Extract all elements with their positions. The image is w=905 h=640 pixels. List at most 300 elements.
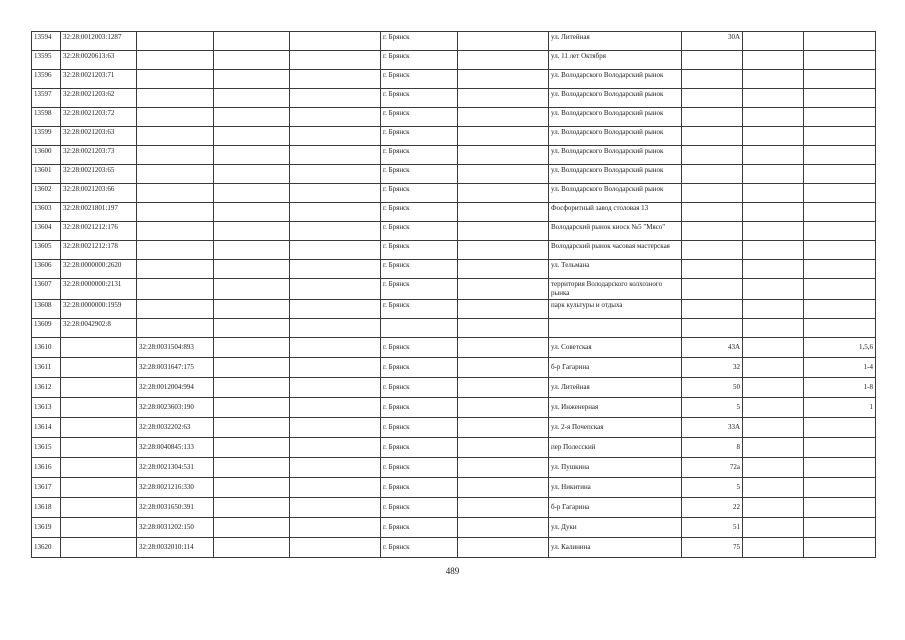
cell-address [549, 319, 682, 338]
table-row [32, 518, 876, 538]
registry-table [31, 31, 876, 558]
cell-address: ул. 11 лет Октября [549, 51, 682, 70]
table-row [32, 418, 876, 438]
cell-address: ул. Никитина [549, 478, 682, 498]
cell-city: г. Брянск [381, 538, 458, 558]
cell-empty [458, 338, 549, 358]
cell-house-number: 5 [682, 398, 743, 418]
table-row [32, 203, 876, 222]
cell-cadastral-number-secondary: 32:28:0012004:994 [137, 378, 214, 398]
cell-empty [458, 538, 549, 558]
cell-address: ул. Инженерная [549, 398, 682, 418]
cell-empty [458, 458, 549, 478]
cell-record-number: 13613 [32, 398, 61, 418]
cell-empty [290, 418, 381, 438]
cell-record-number: 13604 [32, 222, 61, 241]
table-row [32, 358, 876, 378]
cell-empty [290, 300, 381, 319]
cell-premises-number [804, 203, 876, 222]
cell-empty [214, 300, 290, 319]
cell-cadastral-number-secondary: 32:28:0031202:150 [137, 518, 214, 538]
table-row [32, 146, 876, 165]
cell-empty [290, 358, 381, 378]
cell-empty [458, 498, 549, 518]
cell-cadastral-number-secondary: 32:28:0023603:190 [137, 398, 214, 418]
cell-empty [458, 518, 549, 538]
cell-empty [458, 146, 549, 165]
cell-cadastral-number: 32:28:0012003:1287 [61, 32, 137, 51]
cell-empty [743, 241, 804, 260]
cell-record-number: 13600 [32, 146, 61, 165]
cell-record-number: 13608 [32, 300, 61, 319]
cell-empty [743, 184, 804, 203]
cell-empty [743, 498, 804, 518]
cell-empty [743, 203, 804, 222]
cell-cadastral-number-secondary: 32:28:0032010:114 [137, 538, 214, 558]
cell-cadastral-number-secondary: 32:28:0021304:531 [137, 458, 214, 478]
cell-empty [214, 458, 290, 478]
cell-city: г. Брянск [381, 70, 458, 89]
cell-cadastral-number [61, 498, 137, 518]
cell-record-number: 13614 [32, 418, 61, 438]
cell-house-number: 33А [682, 418, 743, 438]
cell-empty [290, 538, 381, 558]
cell-premises-number [804, 165, 876, 184]
cell-empty [458, 418, 549, 438]
cell-record-number: 13607 [32, 279, 61, 300]
cell-cadastral-number-secondary [137, 222, 214, 241]
cell-address: б-р Гагарина [549, 498, 682, 518]
cell-empty [743, 165, 804, 184]
table-row [32, 338, 876, 358]
table-row [32, 279, 876, 300]
cell-record-number: 13603 [32, 203, 61, 222]
table-row [32, 184, 876, 203]
cell-address: ул. Калинина [549, 538, 682, 558]
cell-empty [290, 260, 381, 279]
cell-empty [290, 378, 381, 398]
cell-empty [458, 32, 549, 51]
cell-premises-number [804, 458, 876, 478]
cell-house-number: 32 [682, 358, 743, 378]
cell-empty [458, 51, 549, 70]
cell-address: ул. Володарского Володарский рынок [549, 127, 682, 146]
cell-cadastral-number: 32:28:0042902:8 [61, 319, 137, 338]
cell-cadastral-number-secondary: 32:28:0031650:391 [137, 498, 214, 518]
cell-cadastral-number-secondary: 32:28:0032202:63 [137, 418, 214, 438]
cell-record-number: 13606 [32, 260, 61, 279]
cell-premises-number [804, 241, 876, 260]
cell-empty [458, 165, 549, 184]
cell-premises-number [804, 32, 876, 51]
table-row [32, 51, 876, 70]
cell-empty [458, 127, 549, 146]
cell-house-number [682, 70, 743, 89]
cell-empty [214, 438, 290, 458]
cell-empty [290, 438, 381, 458]
cell-cadastral-number: 32:28:0021801:197 [61, 203, 137, 222]
cell-empty [458, 398, 549, 418]
cell-city: г. Брянск [381, 89, 458, 108]
cell-cadastral-number: 32:28:0000000:2620 [61, 260, 137, 279]
cell-address: территория Володарского колхозного рынка [549, 279, 682, 300]
registry-table-body [32, 32, 876, 558]
cell-cadastral-number: 32:28:0000000:2131 [61, 279, 137, 300]
table-row [32, 319, 876, 338]
cell-empty [214, 203, 290, 222]
cell-house-number [682, 108, 743, 127]
cell-empty [214, 418, 290, 438]
cell-address: Володарский рынок киоск №5 "Мясо" [549, 222, 682, 241]
cell-house-number [682, 300, 743, 319]
cell-house-number [682, 184, 743, 203]
cell-address: Володарский рынок часовая мастерская [549, 241, 682, 260]
cell-empty [458, 222, 549, 241]
cell-house-number: 43А [682, 338, 743, 358]
cell-empty [214, 127, 290, 146]
cell-cadastral-number: 32:28:0021203:63 [61, 127, 137, 146]
cell-empty [214, 398, 290, 418]
cell-premises-number [804, 146, 876, 165]
cell-city: г. Брянск [381, 378, 458, 398]
cell-empty [290, 184, 381, 203]
cell-empty [214, 260, 290, 279]
cell-house-number: 75 [682, 538, 743, 558]
cell-address: ул. Литейная [549, 378, 682, 398]
cell-empty [458, 203, 549, 222]
cell-empty [290, 319, 381, 338]
cell-city: г. Брянск [381, 398, 458, 418]
table-row [32, 478, 876, 498]
cell-cadastral-number-secondary [137, 241, 214, 260]
cell-empty [290, 89, 381, 108]
cell-empty [458, 184, 549, 203]
cell-empty [743, 478, 804, 498]
cell-empty [743, 70, 804, 89]
cell-empty [290, 51, 381, 70]
cell-empty [458, 358, 549, 378]
cell-address: пер Полесский [549, 438, 682, 458]
cell-empty [214, 222, 290, 241]
cell-cadastral-number-secondary [137, 300, 214, 319]
cell-empty [458, 378, 549, 398]
cell-empty [290, 338, 381, 358]
cell-empty [458, 70, 549, 89]
cell-record-number: 13619 [32, 518, 61, 538]
cell-empty [743, 127, 804, 146]
cell-house-number: 22 [682, 498, 743, 518]
cell-house-number [682, 241, 743, 260]
cell-cadastral-number: 32:28:0021203:62 [61, 89, 137, 108]
cell-record-number: 13620 [32, 538, 61, 558]
cell-cadastral-number: 32:28:0021212:176 [61, 222, 137, 241]
cell-empty [290, 241, 381, 260]
cell-empty [743, 438, 804, 458]
cell-empty [290, 32, 381, 51]
table-row [32, 438, 876, 458]
cell-cadastral-number: 32:28:0020613:63 [61, 51, 137, 70]
cell-city: г. Брянск [381, 518, 458, 538]
cell-cadastral-number: 32:28:0021203:65 [61, 165, 137, 184]
cell-record-number: 13616 [32, 458, 61, 478]
cell-empty [214, 184, 290, 203]
cell-address: ул. Пушкина [549, 458, 682, 478]
cell-address: Фосфоритный завод столовая 13 [549, 203, 682, 222]
cell-record-number: 13612 [32, 378, 61, 398]
cell-cadastral-number: 32:28:0021203:73 [61, 146, 137, 165]
cell-empty [743, 108, 804, 127]
cell-record-number: 13611 [32, 358, 61, 378]
cell-empty [214, 478, 290, 498]
cell-premises-number [804, 319, 876, 338]
cell-house-number: 5 [682, 478, 743, 498]
cell-empty [214, 378, 290, 398]
cell-cadastral-number-secondary: 32:28:0031504:893 [137, 338, 214, 358]
cell-premises-number [804, 260, 876, 279]
table-row [32, 127, 876, 146]
cell-empty [290, 108, 381, 127]
cell-empty [214, 338, 290, 358]
cell-city: г. Брянск [381, 108, 458, 127]
cell-empty [743, 338, 804, 358]
table-row [32, 378, 876, 398]
cell-record-number: 13602 [32, 184, 61, 203]
table-row [32, 260, 876, 279]
cell-premises-number [804, 279, 876, 300]
cell-empty [290, 279, 381, 300]
cell-empty [458, 279, 549, 300]
cell-cadastral-number-secondary [137, 32, 214, 51]
cell-city: г. Брянск [381, 165, 458, 184]
cell-empty [214, 32, 290, 51]
cell-empty [743, 358, 804, 378]
cell-empty [290, 518, 381, 538]
cell-empty [458, 300, 549, 319]
cell-house-number: 8 [682, 438, 743, 458]
cell-cadastral-number [61, 418, 137, 438]
cell-empty [458, 478, 549, 498]
cell-address: ул. Володарского Володарский рынок [549, 89, 682, 108]
cell-cadastral-number [61, 478, 137, 498]
cell-empty [214, 498, 290, 518]
cell-record-number: 13615 [32, 438, 61, 458]
cell-empty [743, 222, 804, 241]
cell-cadastral-number [61, 358, 137, 378]
cell-house-number [682, 203, 743, 222]
table-row [32, 108, 876, 127]
cell-empty [290, 478, 381, 498]
cell-empty [743, 398, 804, 418]
cell-record-number: 13609 [32, 319, 61, 338]
table-row [32, 222, 876, 241]
cell-record-number: 13601 [32, 165, 61, 184]
cell-record-number: 13596 [32, 70, 61, 89]
cell-record-number: 13599 [32, 127, 61, 146]
cell-house-number: 50 [682, 378, 743, 398]
cell-cadastral-number-secondary [137, 108, 214, 127]
cell-cadastral-number-secondary [137, 127, 214, 146]
cell-cadastral-number: 32:28:0021203:71 [61, 70, 137, 89]
cell-empty [743, 538, 804, 558]
cell-empty [214, 108, 290, 127]
cell-cadastral-number: 32:28:0021203:72 [61, 108, 137, 127]
cell-empty [214, 51, 290, 70]
cell-empty [214, 358, 290, 378]
cell-empty [214, 146, 290, 165]
cell-empty [290, 146, 381, 165]
cell-premises-number [804, 438, 876, 458]
cell-premises-number: 1 [804, 398, 876, 418]
cell-premises-number [804, 70, 876, 89]
cell-cadastral-number: 32:28:0000000:1959 [61, 300, 137, 319]
cell-house-number [682, 279, 743, 300]
cell-city: г. Брянск [381, 222, 458, 241]
cell-premises-number: 1-8 [804, 378, 876, 398]
cell-empty [743, 51, 804, 70]
cell-record-number: 13605 [32, 241, 61, 260]
cell-cadastral-number-secondary [137, 165, 214, 184]
cell-record-number: 13595 [32, 51, 61, 70]
cell-empty [290, 70, 381, 89]
cell-cadastral-number [61, 378, 137, 398]
cell-cadastral-number-secondary [137, 319, 214, 338]
cell-city: г. Брянск [381, 458, 458, 478]
cell-city: г. Брянск [381, 241, 458, 260]
cell-cadastral-number [61, 398, 137, 418]
cell-cadastral-number [61, 458, 137, 478]
cell-city: г. Брянск [381, 51, 458, 70]
cell-empty [743, 260, 804, 279]
cell-city: г. Брянск [381, 438, 458, 458]
cell-house-number [682, 222, 743, 241]
cell-empty [743, 89, 804, 108]
table-row [32, 538, 876, 558]
cell-address: ул. Володарского Володарский рынок [549, 184, 682, 203]
cell-house-number [682, 146, 743, 165]
table-row [32, 89, 876, 108]
cell-city: г. Брянск [381, 260, 458, 279]
cell-empty [743, 458, 804, 478]
cell-city: г. Брянск [381, 32, 458, 51]
cell-address: ул. Дуки [549, 518, 682, 538]
cell-cadastral-number [61, 518, 137, 538]
cell-empty [458, 108, 549, 127]
cell-empty [290, 498, 381, 518]
table-row [32, 70, 876, 89]
table-row [32, 300, 876, 319]
cell-city: г. Брянск [381, 338, 458, 358]
cell-cadastral-number-secondary: 32:28:0040845:133 [137, 438, 214, 458]
cell-city: г. Брянск [381, 300, 458, 319]
cell-house-number [682, 127, 743, 146]
cell-cadastral-number-secondary [137, 146, 214, 165]
cell-empty [458, 260, 549, 279]
cell-empty [458, 89, 549, 108]
cell-empty [214, 538, 290, 558]
cell-record-number: 13610 [32, 338, 61, 358]
cell-premises-number [804, 222, 876, 241]
cell-cadastral-number: 32:28:0021203:66 [61, 184, 137, 203]
cell-empty [290, 165, 381, 184]
cell-record-number: 13618 [32, 498, 61, 518]
cell-address: ул. Володарского Володарский рынок [549, 165, 682, 184]
cell-address: ул. Литейная [549, 32, 682, 51]
cell-premises-number [804, 498, 876, 518]
cell-empty [743, 319, 804, 338]
cell-empty [290, 458, 381, 478]
cell-cadastral-number-secondary: 32:28:0021216:330 [137, 478, 214, 498]
cell-address: ул. Тельмана [549, 260, 682, 279]
cell-empty [290, 203, 381, 222]
cell-premises-number [804, 108, 876, 127]
table-row [32, 398, 876, 418]
cell-house-number: 51 [682, 518, 743, 538]
cell-cadastral-number-secondary [137, 70, 214, 89]
cell-empty [743, 279, 804, 300]
cell-premises-number [804, 89, 876, 108]
table-row [32, 498, 876, 518]
cell-cadastral-number-secondary [137, 260, 214, 279]
cell-city: г. Брянск [381, 478, 458, 498]
cell-city: г. Брянск [381, 127, 458, 146]
cell-premises-number [804, 51, 876, 70]
cell-address: парк культуры и отдыха [549, 300, 682, 319]
cell-house-number [682, 51, 743, 70]
cell-empty [743, 378, 804, 398]
cell-city: г. Брянск [381, 418, 458, 438]
cell-cadastral-number-secondary [137, 203, 214, 222]
table-row [32, 241, 876, 260]
cell-city: г. Брянск [381, 498, 458, 518]
cell-premises-number: 1-4 [804, 358, 876, 378]
cell-premises-number [804, 184, 876, 203]
cell-empty [743, 32, 804, 51]
cell-empty [290, 398, 381, 418]
cell-premises-number: 1,5,6 [804, 338, 876, 358]
cell-empty [214, 89, 290, 108]
cell-cadastral-number-secondary [137, 51, 214, 70]
cell-house-number: 72а [682, 458, 743, 478]
cell-empty [743, 146, 804, 165]
cell-address: ул. Володарского Володарский рынок [549, 146, 682, 165]
cell-address: ул. Володарского Володарский рынок [549, 70, 682, 89]
cell-record-number: 13598 [32, 108, 61, 127]
cell-empty [214, 70, 290, 89]
cell-record-number: 13617 [32, 478, 61, 498]
cell-empty [214, 279, 290, 300]
table-row [32, 458, 876, 478]
cell-empty [214, 165, 290, 184]
cell-cadastral-number-secondary [137, 184, 214, 203]
cell-premises-number [804, 418, 876, 438]
cell-empty [743, 518, 804, 538]
cell-empty [214, 518, 290, 538]
cell-record-number: 13594 [32, 32, 61, 51]
cell-address: ул. Володарского Володарский рынок [549, 108, 682, 127]
cell-empty [458, 241, 549, 260]
cell-cadastral-number [61, 338, 137, 358]
cell-empty [458, 319, 549, 338]
cell-cadastral-number-secondary [137, 279, 214, 300]
cell-empty [214, 319, 290, 338]
cell-city: г. Брянск [381, 146, 458, 165]
cell-city: г. Брянск [381, 184, 458, 203]
cell-premises-number [804, 538, 876, 558]
cell-house-number [682, 319, 743, 338]
cell-empty [290, 222, 381, 241]
cell-cadastral-number-secondary: 32:28:0031647:175 [137, 358, 214, 378]
table-row [32, 32, 876, 51]
